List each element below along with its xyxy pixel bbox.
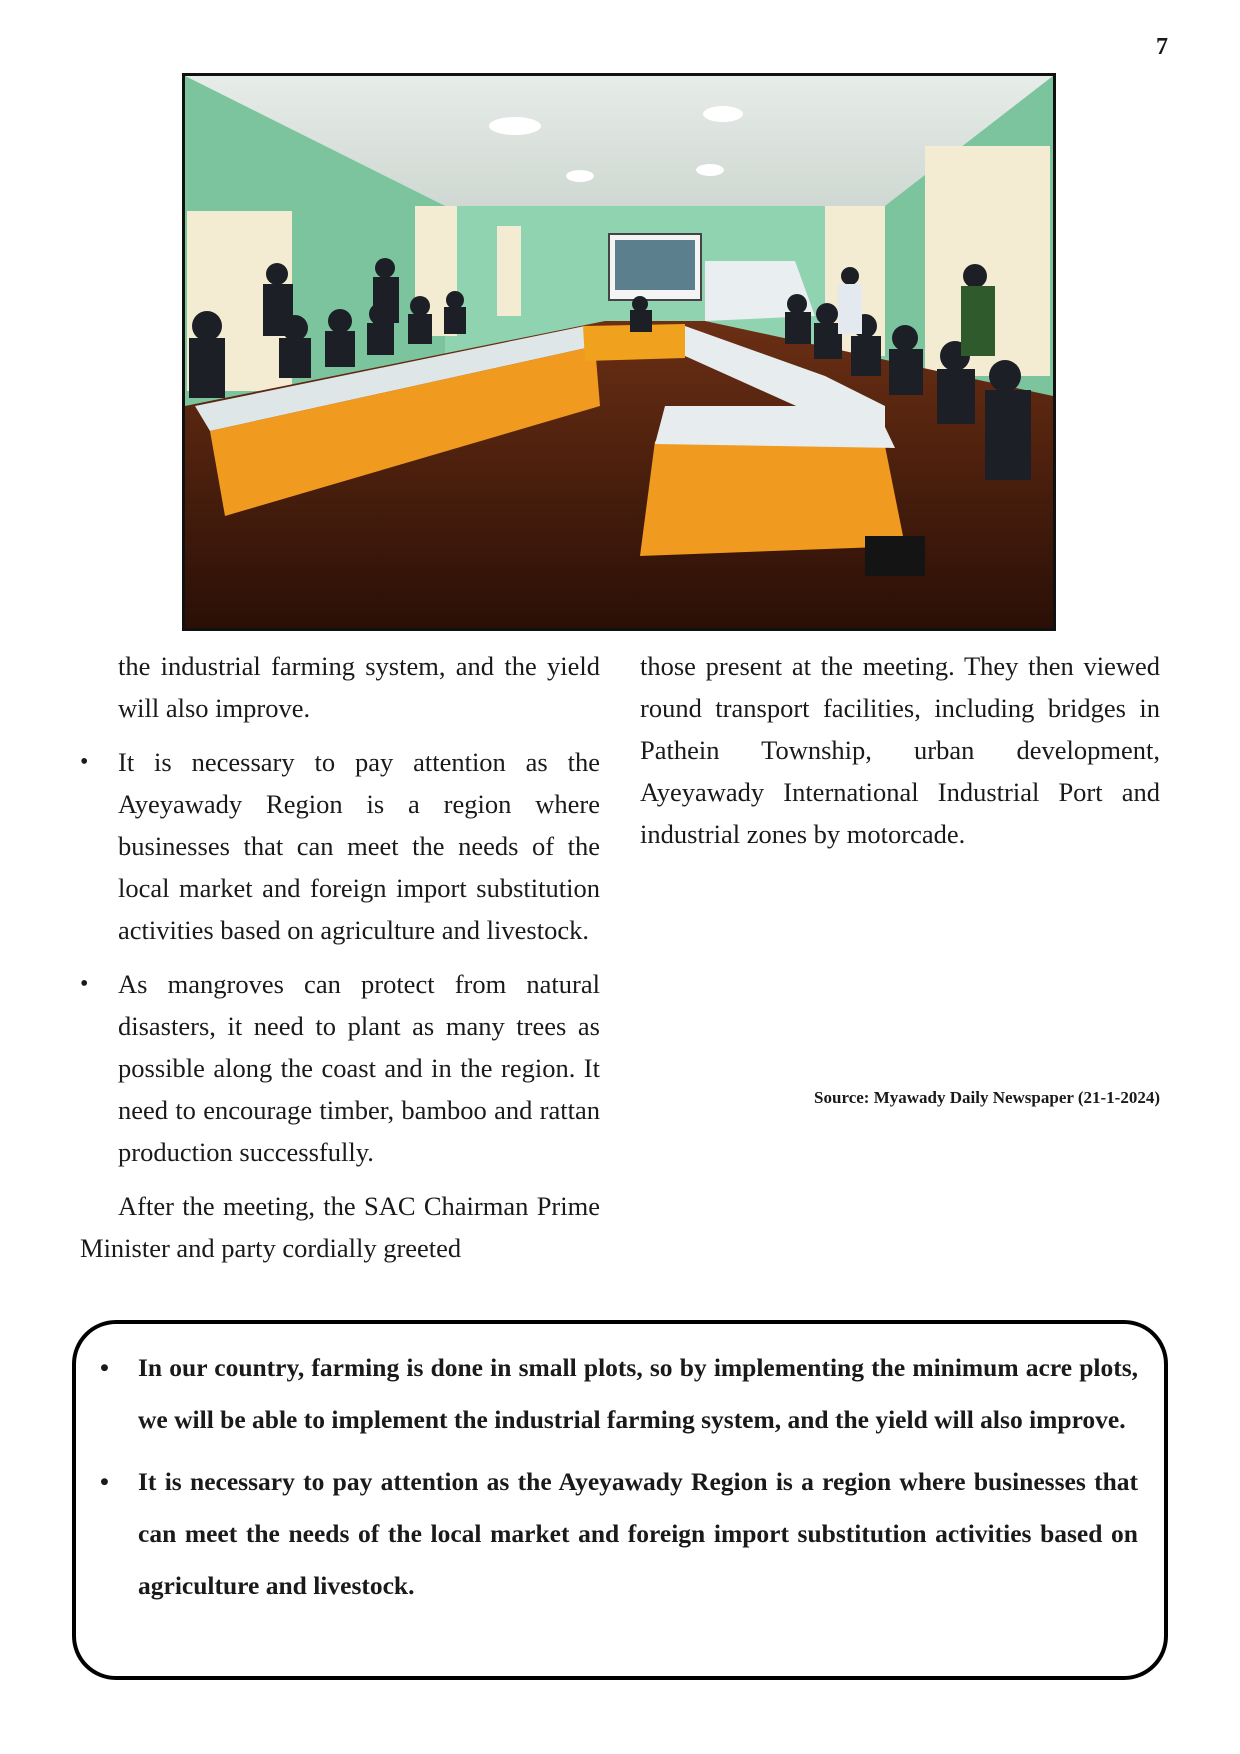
highlight-bullet: • It is necessary to pay attention as the Ayeyawady Region is a region where businesses that can meet the needs of the local market and foreign import substitution activities based on agriculture and livestock. <box>96 1456 1138 1612</box>
highlight-box <box>72 1320 1168 1680</box>
right-column <box>640 645 1160 867</box>
source-credit: Source: Myawady Daily Newspaper (21-1-2024) <box>814 1088 1160 1107</box>
highlight-bullet: • In our country, farming is done in small plots, so by implementing the minimum acre plots, we will be able to implement the industrial farming system, and the yield will also improve. <box>96 1342 1138 1446</box>
continued-paragraph: the industrial farming system, and the yield will also improve. <box>118 651 600 723</box>
page-number: 7 <box>1156 34 1168 60</box>
closing-paragraph: After the meeting, the SAC Chairman Prime Minister and party cordially greeted <box>80 1191 600 1263</box>
meeting-room-photo <box>182 73 1056 631</box>
bullet-item: • It is necessary to pay attention as the Ayeyawady Region is a region where businesses that can meet the needs of the local market and foreign import substitution activities based on agriculture and livestock. <box>80 741 600 951</box>
bullet-item: • As mangroves can protect from natural disasters, it need to plant as many trees as possible along the coast and in the region. It need to encourage timber, bamboo and rattan production successfully. <box>80 963 600 1173</box>
left-column <box>80 645 600 1281</box>
right-paragraph: those present at the meeting. They then viewed round transport facilities, including bridges in Pathein Township, urban development, Ayeyawady International Industrial Port and industrial zones by motorcade. <box>640 651 1160 849</box>
meeting-photo-illustration <box>185 76 1053 628</box>
